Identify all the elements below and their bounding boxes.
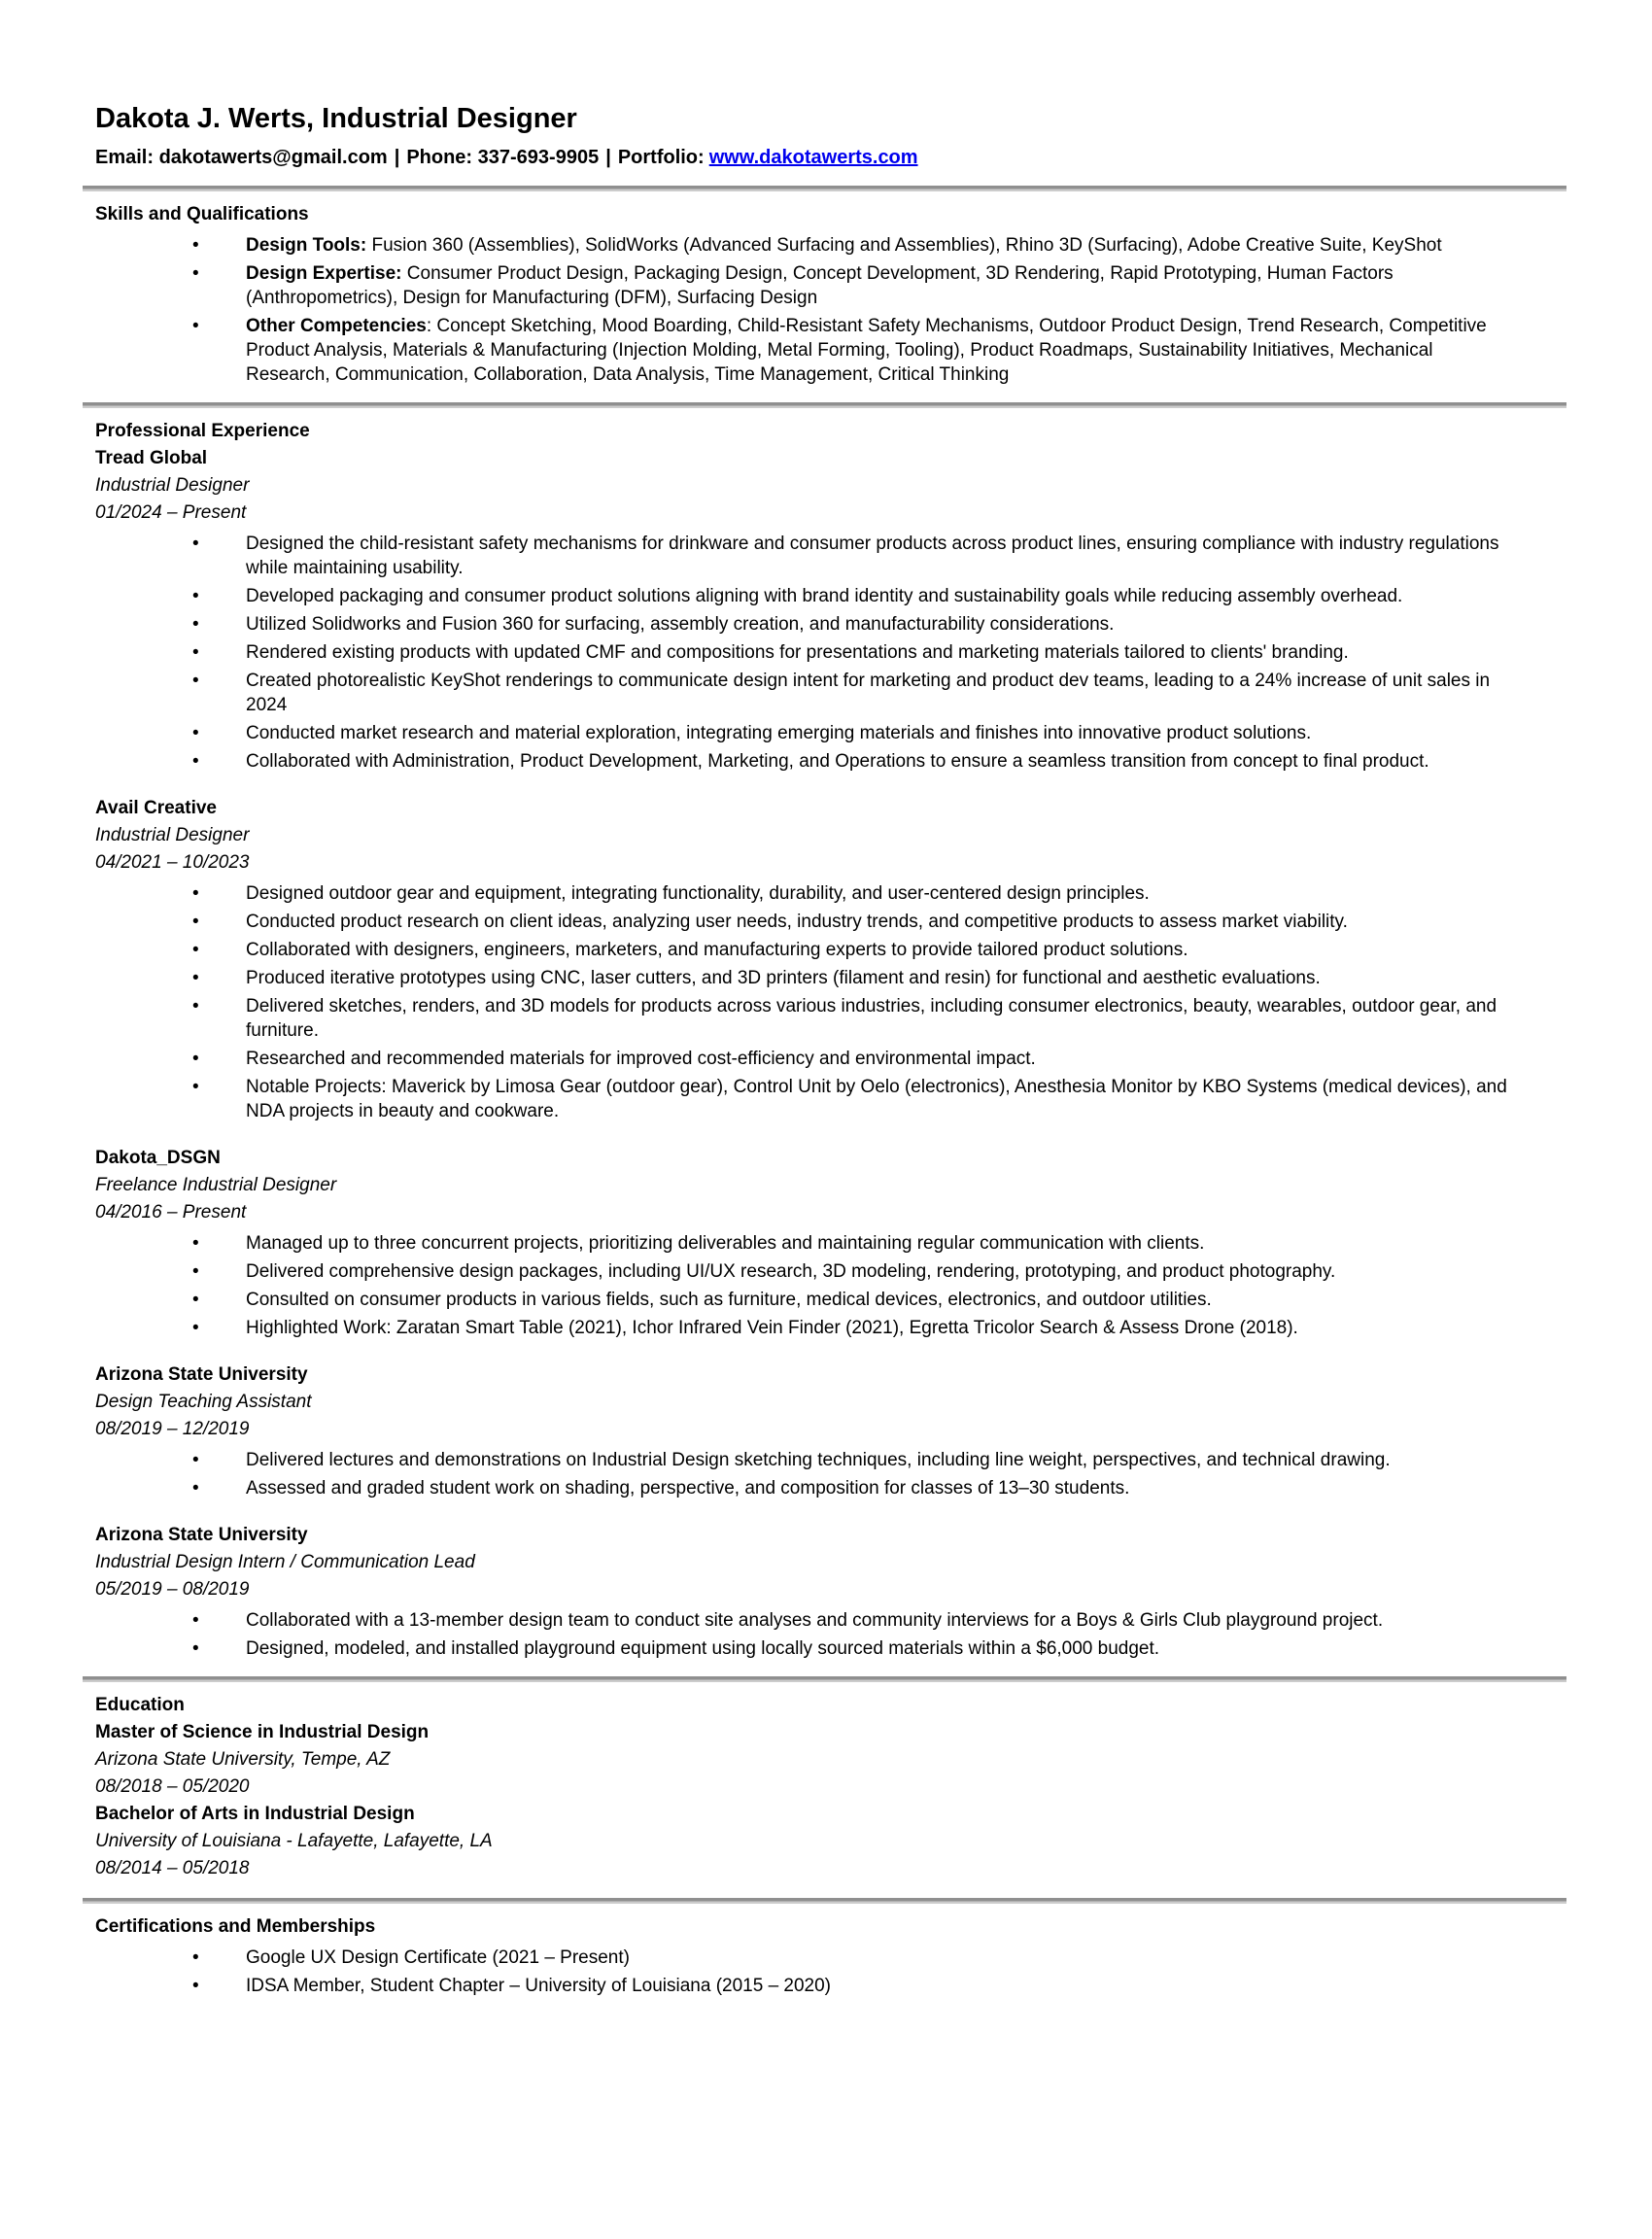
certification-item: • Google UX Design Certificate (2021 – Present) — [83, 1946, 1566, 1970]
section-certifications — [83, 1913, 1566, 1998]
job-bullets — [83, 881, 1566, 1123]
bullet-item: • Assessed and graded student work on shading, perspective, and composition for classes of 13–30 students. — [83, 1476, 1566, 1500]
job-dates: 01/2024 – Present — [95, 502, 247, 523]
bullet-item: • Developed packaging and consumer product solutions aligning with brand identity and sustainability goals while reducing assembly overhead. — [83, 584, 1566, 608]
bullet-item: • Designed, modeled, and installed playground equipment using locally sourced materials within a $6,000 budget. — [83, 1636, 1566, 1661]
school-name: Arizona State University, Tempe, AZ — [95, 1749, 391, 1770]
job-bullets — [83, 1448, 1566, 1500]
school-name: University of Louisiana - Lafayette, Lafayette, LA — [95, 1831, 493, 1851]
skill-text: Consumer Product Design, Packaging Design, Concept Development, 3D Rendering, Rapid Prototyping, Human Factors (Anthropometrics), Design for Manufacturing (DFM), Surfacing Design — [246, 263, 1394, 308]
skill-label: Design Tools: — [246, 235, 367, 256]
bullet-item: • Collaborated with designers, engineers, marketers, and manufacturing experts to provide tailored product solutions. — [83, 938, 1566, 962]
portfolio-label: Portfolio: — [617, 147, 705, 168]
bullet-item: • Collaborated with a 13-member design team to conduct site analyses and community interviews for a Boys & Girls Club playground project. — [83, 1608, 1566, 1633]
bullet-item: • Designed the child-resistant safety mechanisms for drinkware and consumer products across product lines, ensuring compliance with industry regulations while maintaining usability. — [83, 532, 1566, 580]
job-block-dakota-dsgn — [83, 1145, 1566, 1340]
experience-heading: Professional Experience — [95, 421, 310, 441]
person-name: Dakota J. Werts, Industrial Designer — [95, 103, 577, 134]
bullet-item: • Rendered existing products with updated CMF and compositions for presentations and marketing materials tailored to clients' branding. — [83, 640, 1566, 665]
skill-item — [83, 314, 1566, 387]
bullet-item: • Utilized Solidworks and Fusion 360 for surfacing, assembly creation, and manufacturability considerations. — [83, 612, 1566, 637]
education-entry — [83, 1719, 1566, 1801]
section-divider — [83, 1676, 1566, 1682]
job-dates: 05/2019 – 08/2019 — [95, 1579, 250, 1600]
job-title: Design Teaching Assistant — [95, 1392, 312, 1412]
certifications-heading: Certifications and Memberships — [95, 1916, 376, 1937]
job-title: Freelance Industrial Designer — [95, 1175, 337, 1195]
bullet-item: • Collaborated with Administration, Product Development, Marketing, and Operations to ensure a seamless transition from concept to final product. — [83, 749, 1566, 774]
bullet-item: • Produced iterative prototypes using CNC, laser cutters, and 3D printers (filament and resin) for functional and aesthetic evaluations. — [83, 966, 1566, 990]
bullet-item: • Designed outdoor gear and equipment, integrating functionality, durability, and user-centered design principles. — [83, 881, 1566, 906]
section-divider — [83, 402, 1566, 408]
skills-list — [83, 233, 1566, 387]
job-bullets — [83, 1231, 1566, 1340]
section-experience — [83, 418, 1566, 1661]
company-name: Arizona State University — [95, 1364, 308, 1385]
job-title: Industrial Design Intern / Communication Lead — [95, 1552, 475, 1572]
skill-text: Fusion 360 (Assemblies), SolidWorks (Advanced Surfacing and Assemblies), Rhino 3D (Surfacing), Adobe Creative Suite, KeyShot — [366, 235, 1442, 256]
bullet-item: • Delivered sketches, renders, and 3D models for products across various industries, including consumer electronics, beauty, wearables, outdoor gear, and furniture. — [83, 994, 1566, 1043]
separator: | — [394, 147, 400, 168]
job-dates: 08/2019 – 12/2019 — [95, 1419, 250, 1439]
section-divider — [83, 186, 1566, 191]
skill-text: : Concept Sketching, Mood Boarding, Child-Resistant Safety Mechanisms, Outdoor Product Design, Trend Research, Competitive Product Analysis, Materials & Manufacturing (Injection Molding, Metal Forming, Tooling), Product Roadmaps, Sustainability Initiatives, Mechanical Research, Communication, Collaboration, Data Analysis, Time Management, Critical Thinking — [246, 316, 1487, 385]
company-name: Tread Global — [95, 448, 208, 468]
resume-header — [83, 101, 1566, 170]
skill-label: Other Competencies — [246, 316, 427, 336]
separator: | — [605, 147, 611, 168]
job-bullets — [83, 532, 1566, 774]
education-heading: Education — [95, 1695, 185, 1715]
bullet-item: • Researched and recommended materials for improved cost-efficiency and environmental impact. — [83, 1047, 1566, 1071]
job-block-tread-global — [83, 445, 1566, 774]
skills-heading: Skills and Qualifications — [95, 204, 309, 224]
portfolio-link[interactable]: www.dakotawerts.com — [708, 147, 918, 168]
company-name: Avail Creative — [95, 798, 217, 818]
skill-item — [83, 261, 1566, 310]
bullet-item: • Managed up to three concurrent projects, prioritizing deliverables and maintaining regular communication with clients. — [83, 1231, 1566, 1256]
education-dates: 08/2018 – 05/2020 — [95, 1776, 250, 1797]
job-dates: 04/2016 – Present — [95, 1202, 247, 1223]
bullet-item: • Delivered comprehensive design packages, including UI/UX research, 3D modeling, rendering, prototyping, and product photography. — [83, 1259, 1566, 1284]
section-divider — [83, 1898, 1566, 1904]
bullet-item: • Conducted product research on client ideas, analyzing user needs, industry trends, and competitive products to assess market viability. — [83, 910, 1566, 934]
contact-line — [83, 145, 1566, 170]
job-dates: 04/2021 – 10/2023 — [95, 852, 250, 873]
degree-name: Master of Science in Industrial Design — [95, 1722, 430, 1742]
section-skills — [83, 201, 1566, 387]
bullet-item: • Conducted market research and material exploration, integrating emerging materials and finishes into innovative product solutions. — [83, 721, 1566, 745]
company-name: Arizona State University — [95, 1525, 308, 1545]
education-dates: 08/2014 – 05/2018 — [95, 1858, 250, 1878]
skill-label: Design Expertise: — [246, 263, 402, 284]
job-title: Industrial Designer — [95, 475, 250, 496]
job-block-asu-teaching-assistant — [83, 1361, 1566, 1500]
bullet-item: • Delivered lectures and demonstrations on Industrial Design sketching techniques, including line weight, perspectives, and technical drawing. — [83, 1448, 1566, 1472]
bullet-item: • Created photorealistic KeyShot renderings to communicate design intent for marketing and product dev teams, leading to a 24% increase of unit sales in 2024 — [83, 669, 1566, 717]
bullet-item: • Consulted on consumer products in various fields, such as furniture, medical devices, electronics, and outdoor utilities. — [83, 1288, 1566, 1312]
email-text: Email: dakotawerts@gmail.com — [95, 147, 388, 168]
resume-page — [83, 101, 1566, 1998]
phone-text: Phone: 337-693-9905 — [406, 147, 600, 168]
job-bullets — [83, 1608, 1566, 1661]
bullet-item: • Highlighted Work: Zaratan Smart Table (2021), Ichor Infrared Vein Finder (2021), Egretta Tricolor Search & Assess Drone (2018). — [83, 1316, 1566, 1340]
certification-item: • IDSA Member, Student Chapter – University of Louisiana (2015 – 2020) — [83, 1974, 1566, 1998]
job-title: Industrial Designer — [95, 825, 250, 845]
bullet-item: • Notable Projects: Maverick by Limosa Gear (outdoor gear), Control Unit by Oelo (electronics), Anesthesia Monitor by KBO Systems (medical devices), and NDA projects in beauty and cookware. — [83, 1075, 1566, 1123]
degree-name: Bachelor of Arts in Industrial Design — [95, 1804, 415, 1824]
job-block-asu-intern — [83, 1522, 1566, 1661]
skill-item — [83, 233, 1566, 258]
certifications-list — [83, 1946, 1566, 1998]
education-entry — [83, 1801, 1566, 1882]
company-name: Dakota_DSGN — [95, 1148, 221, 1168]
job-block-avail-creative — [83, 795, 1566, 1123]
section-education — [83, 1692, 1566, 1882]
